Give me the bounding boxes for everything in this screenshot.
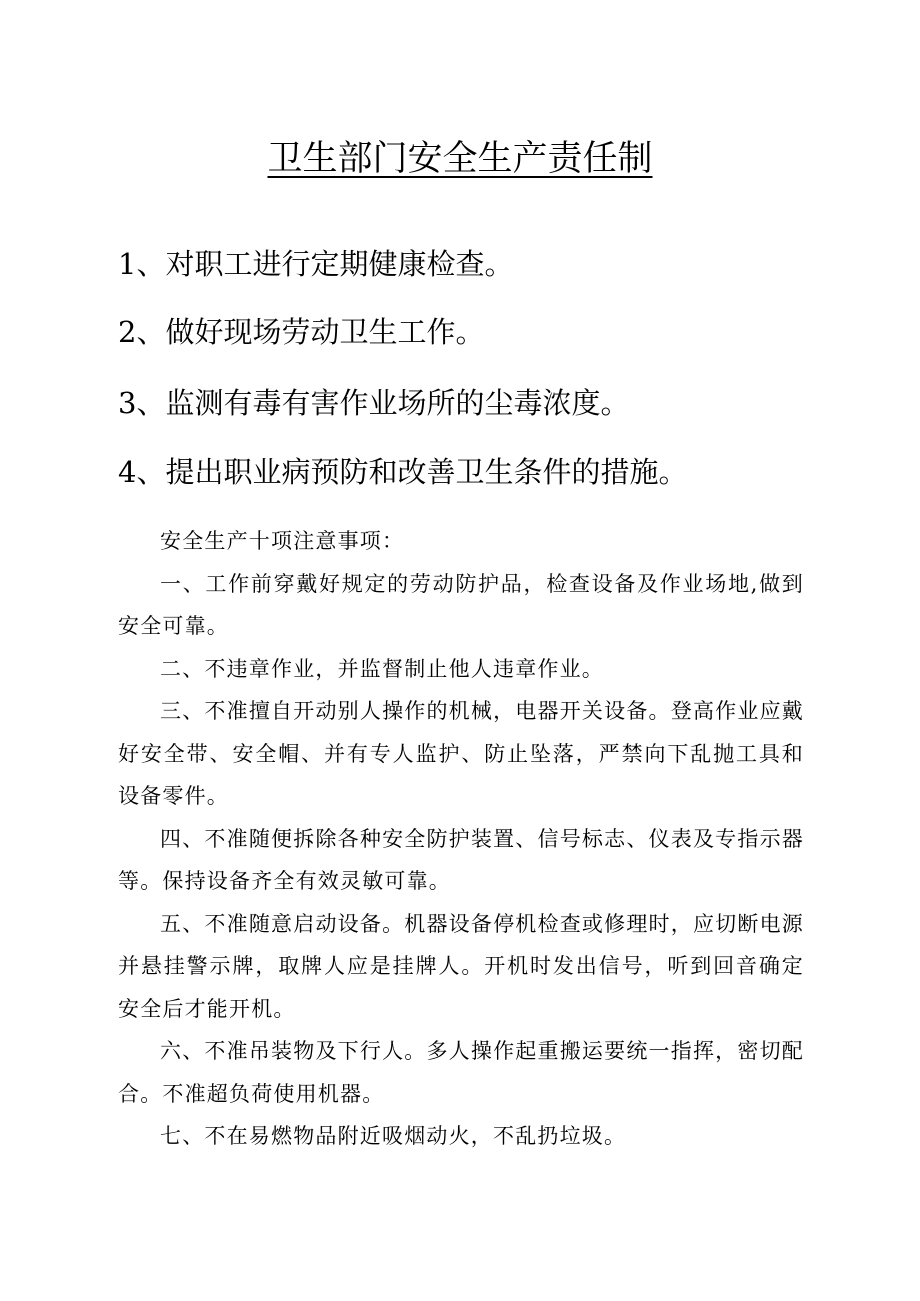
safety-note-item: 七、不在易燃物品附近吸烟动火，不乱扔垃圾。 xyxy=(160,1124,627,1148)
safety-note-item: 一、工作前穿戴好规定的劳动防护品，检查设备及作业场地,做到安全可靠。 xyxy=(118,571,804,638)
duty-item: 4、提出职业病预防和改善卫生条件的措施。 xyxy=(118,455,688,489)
duty-item: 3、监测有毒有害作业场所的尘毒浓度。 xyxy=(118,386,630,420)
safety-notes xyxy=(118,520,804,1158)
duty-item: 1、对职工进行定期健康检查。 xyxy=(118,247,514,281)
document-title-text: 卫生部门安全生产责任制 xyxy=(267,139,653,179)
safety-notes-heading: 安全生产十项注意事项： xyxy=(160,529,405,553)
safety-note-item: 二、不违章作业，并监督制止他人违章作业。 xyxy=(160,656,604,681)
safety-note-item: 三、不准擅自开动别人操作的机械，电器开关设备。登高作业应戴好安全带、安全帽、并有专人监护、防止坠落，严禁向下乱抛工具和设备零件。 xyxy=(118,699,804,808)
safety-note-item: 四、不准随便拆除各种安全防护装置、信号标志、仪表及专指示器等。保持设备齐全有效灵敏可靠。 xyxy=(118,826,804,893)
safety-note-item: 五、不准随意启动设备。机器设备停机检查或修理时，应切断电源并悬挂警示牌，取牌人应是挂牌人。开机时发出信号，听到回音确定安全后才能开机。 xyxy=(118,911,804,1021)
safety-note-item: 六、不准吊装物及下行人。多人操作起重搬运要统一指挥，密切配合。不准超负荷使用机器。 xyxy=(118,1039,804,1106)
document-title xyxy=(0,136,920,182)
duty-item: 2、做好现场劳动卫生工作。 xyxy=(118,315,485,349)
